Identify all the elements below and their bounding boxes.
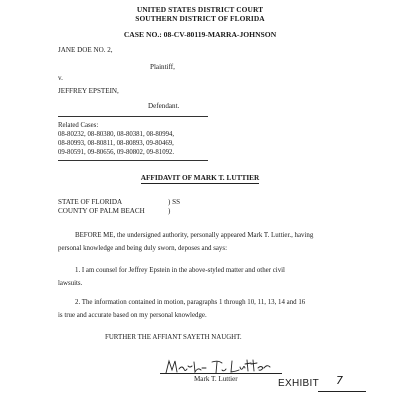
paragraph-2-line2: is true and accurate based on my personal knowledge. — [58, 312, 207, 319]
exhibit-number-line — [318, 391, 366, 392]
closing-statement: FURTHER THE AFFIANT SAYETH NAUGHT. — [105, 334, 242, 341]
paragraph-2-line1: 2. The information contained in motion, paragraphs 1 through 10, 11, 13, 14 and 16 — [75, 299, 306, 306]
related-cases-line: 09-80591, 09-80656, 09-80802, 09-81092. — [58, 149, 175, 156]
court-name-line1: UNITED STATES DISTRICT COURT — [136, 5, 264, 14]
caption-divider — [58, 116, 208, 117]
defendant-role: Defendant. — [148, 102, 180, 110]
case-number: CASE NO.: 08-CV-80119-MARRA-JOHNSON — [123, 30, 277, 39]
related-cases-line: 08-80993, 08-80811, 08-80893, 09-80469, — [58, 140, 174, 147]
exhibit-number: 7 — [336, 374, 343, 387]
signer-printed-name: Mark T. Luttier — [194, 375, 238, 383]
venue-county: COUNTY OF PALM BEACH — [58, 207, 145, 215]
affidavit-title-text: AFFIDAVIT OF MARK T. LUTTIER — [140, 173, 260, 182]
paragraph-1-line2: lawsuits. — [58, 280, 83, 287]
affidavit-title — [0, 173, 400, 182]
intro-line1: BEFORE ME, the undersigned authority, personally appeared Mark T. Luttier., having — [75, 232, 314, 239]
plaintiff-name: JANE DOE NO. 2, — [58, 46, 113, 54]
versus: v. — [58, 74, 63, 82]
paragraph-1-line1: 1. I am counsel for Jeffrey Epstein in the above-styled matter and other civil — [75, 267, 285, 274]
venue-paren: ) — [168, 207, 171, 215]
venue-ss: ) SS — [168, 198, 181, 206]
exhibit-label: EXHIBIT — [278, 378, 319, 389]
related-cases-line: 08-80232, 08-80380, 08-80381, 08-80994, — [58, 131, 175, 138]
related-cases-divider — [58, 160, 208, 161]
venue-state: STATE OF FLORIDA — [58, 198, 123, 206]
signature-line — [160, 373, 282, 374]
plaintiff-role: Plaintiff, — [150, 63, 175, 71]
court-name-line2: SOUTHERN DISTRICT OF FLORIDA — [135, 14, 265, 23]
intro-line2: personal knowledge and being duly sworn, deposes and says: — [58, 245, 227, 252]
related-cases-label: Related Cases: — [58, 122, 99, 129]
defendant-name: JEFFREY EPSTEIN, — [58, 87, 119, 95]
